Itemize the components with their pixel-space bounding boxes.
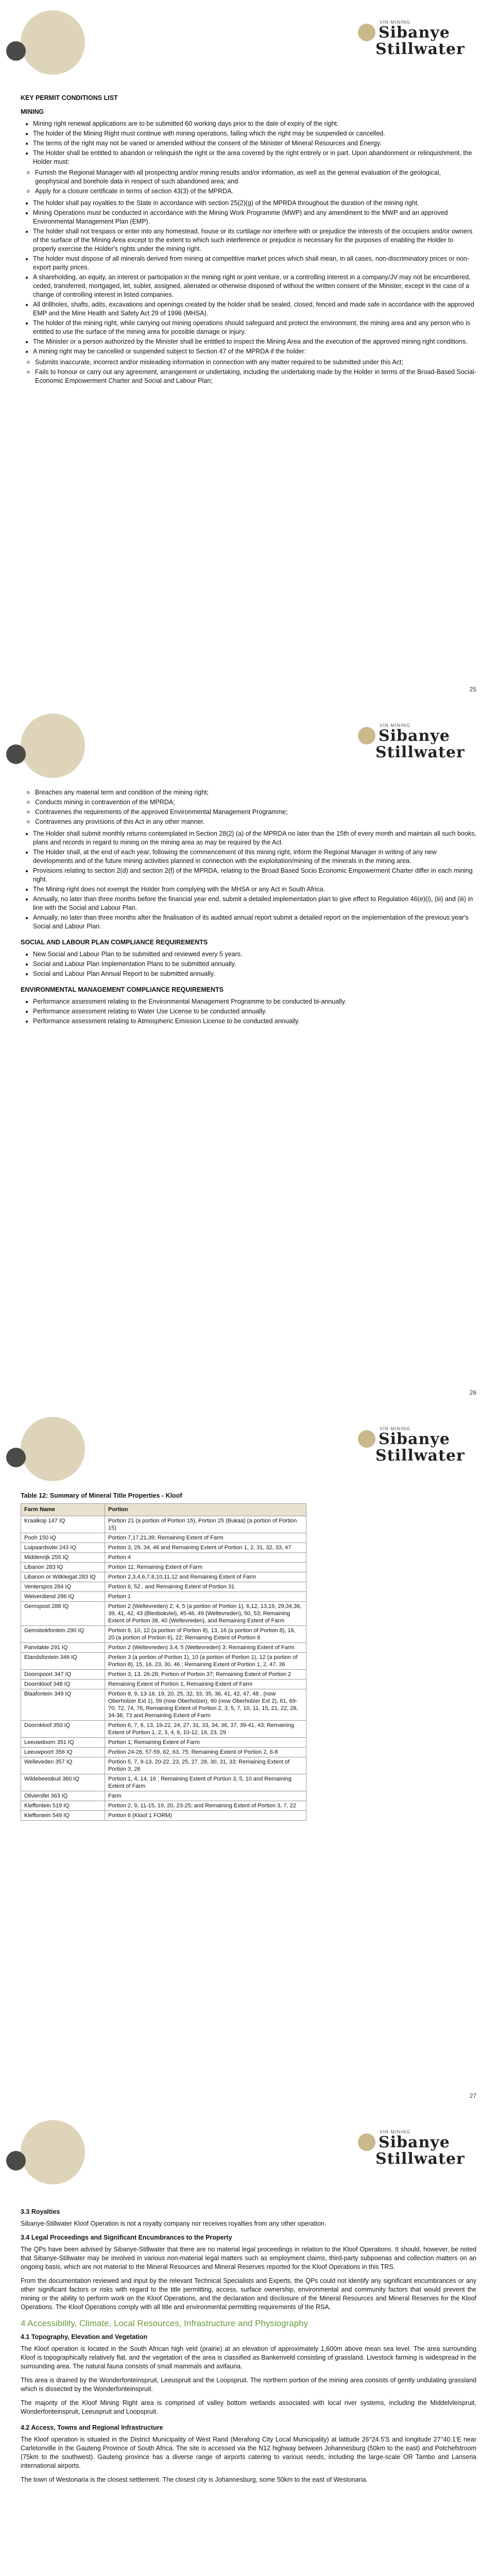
portion-cell: Portion 6, 7, 8, 13, 19-22, 24, 27, 31, 33, 34, 36, 37, 39-41, 43; Remaining Extent of Portion 1, 2, 3, 4, 6, 10-12, 16, 23, 29 bbox=[105, 1721, 306, 1738]
list-item: • Social and Labour Plan Annual Report to be submitted annually. bbox=[33, 970, 476, 978]
portion-cell: Portion 2, 9, 11-15, 19, 20, 23-25; and Remaining Extent of Portion 3, 7, 22 bbox=[105, 1801, 306, 1811]
list-item: • The holder of the Mining Right must continue with mining operations, failing which the right may be suspended or cancelled. bbox=[33, 129, 476, 138]
page-28 bbox=[0, 2110, 497, 2576]
column-header: Farm Name bbox=[21, 1504, 105, 1516]
logo-line2: Stillwater bbox=[375, 2150, 465, 2168]
list-item: • Performance assessment relating to the Environmental Management Programme to be conducted bi-annually. bbox=[33, 997, 476, 1006]
sub-list bbox=[21, 168, 476, 196]
farm-name-cell: Oliviersfei 363 IQ bbox=[21, 1791, 105, 1801]
page-25 bbox=[0, 0, 497, 703]
page-27 bbox=[0, 1406, 497, 2110]
list-item: o Furnish the Regional Manager with all prospecting and/or mining results and/or information, as well as the general evaluation of the geological, geophysical and borehole data in respect of such abandoned area; and bbox=[35, 168, 476, 186]
table-row bbox=[21, 1653, 306, 1670]
farm-name-cell: Doornkloof 350 IQ bbox=[21, 1721, 105, 1738]
logo-line1: Sibanye bbox=[379, 2133, 450, 2151]
table-row bbox=[21, 1553, 306, 1563]
farm-name-cell: Doornkloof 348 IQ bbox=[21, 1680, 105, 1689]
page-body bbox=[21, 788, 476, 1027]
logo-mark-icon bbox=[358, 727, 375, 744]
decor-circle-small bbox=[6, 41, 26, 61]
bullet-list bbox=[21, 120, 476, 166]
page-number: 27 bbox=[469, 2092, 476, 2099]
table-row bbox=[21, 1738, 306, 1748]
farm-name-cell: Wildebeestkuil 360 IQ bbox=[21, 1774, 105, 1791]
list-item: • New Social and Labour Plan to be submitted and reviewed every 5 years. bbox=[33, 950, 476, 959]
table-row bbox=[21, 1748, 306, 1757]
farm-name-cell: Kleffontein 519 IQ bbox=[21, 1801, 105, 1811]
decor-circle-large bbox=[21, 714, 85, 778]
bullet-list bbox=[21, 829, 476, 931]
farm-name-cell: Blaafontein 349 IQ bbox=[21, 1689, 105, 1721]
sub-list bbox=[21, 358, 476, 385]
decor-circle-large bbox=[21, 2120, 85, 2184]
list-item: • The Minister or a person authorized by the Minister shall be entitled to inspect the Mining Area and the execution of the approved mining right conditions. bbox=[33, 337, 476, 346]
portion-cell: Portion 6 (Kloof 1 FORM) bbox=[105, 1811, 306, 1821]
logo-line1: Sibanye bbox=[379, 1430, 450, 1448]
mineral-title-table bbox=[21, 1503, 306, 1821]
table-row bbox=[21, 1543, 306, 1553]
paragraph: From the documentation reviewed and input by the relevant Technical Specialists and Experts, the QPs could not identify any significant encumbrances or any other significant factors or risks with regard to the title permitting, access, surface ownership, environmental and community factors that would prevent the mining or the ability to perform work on the Kloof Operations, and the declaration and disclosure of the Mineral Resources and Mineral Reserves for the Kloof Operations. The Kloof Operations comply with all title and environmental permitting requirements of the RSA. bbox=[21, 2277, 476, 2311]
section-heading: 3.4 Legal Proceedings and Significant Encumbrances to the Property bbox=[21, 2234, 232, 2241]
paragraph: Sibanye-Stillwater Kloof Operation is not a royalty company nor receives royalties from any other operation. bbox=[21, 2220, 327, 2227]
farm-name-cell: Welverdiend 286 IQ bbox=[21, 1592, 105, 1602]
list-item: • The holder shall not trespass or enter into any homestead, house or its curtilage nor interfere with or prejudice the interests of the occupiers and/or owners of the surface of the Mining Area except to the extent to which such interference or prejudice is necessary for the purposes of enabling the Holder to properly exercise the Holder's rights under the mining right. bbox=[33, 227, 476, 253]
company-logo bbox=[358, 20, 476, 61]
table-row bbox=[21, 1582, 306, 1592]
table-row bbox=[21, 1572, 306, 1582]
farm-name-cell: Gemspost 288 IQ bbox=[21, 1602, 105, 1626]
logo-tagline: VIN MINING bbox=[380, 1426, 411, 1431]
logo-tagline: VIN MINING bbox=[380, 2129, 411, 2134]
farm-name-cell: Venterspos 284 IQ bbox=[21, 1582, 105, 1592]
company-logo bbox=[358, 723, 476, 764]
table-header-row bbox=[21, 1504, 306, 1516]
table-row bbox=[21, 1563, 306, 1572]
logo-line2: Stillwater bbox=[375, 1447, 465, 1465]
list-item: • Mining Operations must be conducted in accordance with the Mining Work Programme (MWP) and any amendment to the MWP and an approved Environmental Management Plan (EMP). bbox=[33, 209, 476, 226]
page-body bbox=[21, 1492, 476, 1821]
page-number: 25 bbox=[469, 686, 476, 693]
table-row bbox=[21, 1811, 306, 1821]
section-heading: ENVIRONMENTAL MANAGEMENT COMPLIANCE REQUIREMENTS bbox=[21, 986, 224, 993]
section-heading: 3.3 Royalties bbox=[21, 2208, 60, 2215]
table-row bbox=[21, 1626, 306, 1643]
list-item: • Performance assessment relating to Atmospheric Emission License to be conducted annually. bbox=[33, 1017, 476, 1026]
company-logo bbox=[358, 1426, 476, 1467]
list-item: • Provisions relating to section 2(d) and section 2(f) of the MPRDA, relating to the Broad Based Socio Economic Empowerment Charter differ in each mining right. bbox=[33, 867, 476, 884]
farm-name-cell: Welleveden 357 IQ bbox=[21, 1757, 105, 1774]
decor-circle-large bbox=[21, 1417, 85, 1481]
list-item: • Mining right renewal applications are to be submitted 60 working days prior to the date of expiry of the right. bbox=[33, 120, 476, 128]
logo-line2: Stillwater bbox=[375, 40, 465, 58]
list-item: • The holder must dispose of all minerals derived from mining at competitive market prices which shall mean, in all cases, non-discriminatory prices or non-export parity prices. bbox=[33, 255, 476, 272]
list-item: • The Holder shall submit monthly returns contemplated in Section 28(2) (a) of the MPRDA no later than the 15th of every month and maintain all such books, plans and records in regard to mining on the mining area as may be required by the Act. bbox=[33, 829, 476, 847]
logo-mark-icon bbox=[358, 1430, 375, 1448]
portion-cell: Portion 6, 52 , and Remaining Extent of Portion 31 bbox=[105, 1582, 306, 1592]
portion-cell: Portion 2 (Weltevreden) 3,4, 5 (Weltevreden) 3; Remaining Extent of Farm bbox=[105, 1643, 306, 1653]
list-item: • Annually, no later than three months before the financial year end, submit a detailed implementation plan to give effect to Regulation 46(e)(i), (iii) and (iii) in line with the Social and Labour Plan. bbox=[33, 895, 476, 912]
portion-cell: Portion 1; Remaining Extent of Farm bbox=[105, 1738, 306, 1748]
logo-tagline: VIN MINING bbox=[380, 20, 411, 25]
logo-mark-icon bbox=[358, 2133, 375, 2151]
page-body bbox=[21, 94, 476, 387]
list-item: • The terms of the right may not be varied or amended without the consent of the Minister of Mineral Resources and Energy. bbox=[33, 139, 476, 148]
list-item: • Social and Labour Plan Implementation Plans to be submitted annually. bbox=[33, 960, 476, 969]
farm-name-cell: Panvlakte 291 IQ bbox=[21, 1643, 105, 1653]
bullet-list bbox=[21, 997, 476, 1026]
portion-cell: Portion 4 bbox=[105, 1553, 306, 1563]
list-item: o Contravenes any provisions of this Act in any other manner. bbox=[35, 818, 476, 826]
list-item: o Fails to honour or carry out any agreement, arrangement or undertaking, including the undertaking made by the Holder in terms of the Broad-Based Social-Economic Empowerment Charter and Social and Labour Plan; bbox=[35, 368, 476, 385]
paragraph: The QPs have been advised by Sibanye-Stillwater that there are no material legal proceedings in relation to the Kloof Operations. It should, however, be noted that Sibanye-Stillwater may be involved in various non-material legal matters such as employment claims, third-party subpoenas and collection matters on an ongoing basis, which are not material to the Mineral Resources and Mineral Reserves reported for the Kloof Operations in this TRS. bbox=[21, 2246, 476, 2270]
section-heading: SOCIAL AND LABOUR PLAN COMPLIANCE REQUIREMENTS bbox=[21, 939, 208, 946]
portion-cell: Portion 21 (a portion of Portion 15), Portion 25 (Bukaa) (a portion of Portion 15) bbox=[105, 1516, 306, 1533]
table-row bbox=[21, 1602, 306, 1626]
farm-name-cell: Middenrijk 255 IQ bbox=[21, 1553, 105, 1563]
list-item: • The Holder shall be entitled to abandon or relinquish the right or the area covered by the right entirely or in part. Upon abandonment or relinquishment, the Holder must: bbox=[33, 149, 476, 166]
chapter-heading: 4 Accessibility, Climate, Local Resources, Infrastructure and Physiography bbox=[21, 2318, 309, 2328]
list-item: o Breaches any material term and condition of the mining right; bbox=[35, 788, 476, 797]
table-caption: Table 12: Summary of Mineral Title Properties - Kloof bbox=[21, 1492, 182, 1499]
list-item: • The holder shall pay royalties to the State in accordance with section 25(2)(g) of the MPRDA throughout the duration of the mining right. bbox=[33, 199, 476, 208]
page-26 bbox=[0, 703, 497, 1406]
logo-line1: Sibanye bbox=[379, 24, 450, 42]
bullet-list bbox=[21, 199, 476, 356]
portion-cell: Portion 11; Remaining Extent of Farm bbox=[105, 1563, 306, 1572]
portion-cell: Portion 1, 4, 14, 16 ; Remaining Extent of Portion 3, 5, 10 and Remaining Extent of Farm bbox=[105, 1774, 306, 1791]
column-header: Portion bbox=[105, 1504, 306, 1516]
table-row bbox=[21, 1533, 306, 1543]
portion-cell: Portion 3, 29, 34, 46 and Remaining Extent of Portion 1, 2, 31, 32, 33, 47 bbox=[105, 1543, 306, 1553]
logo-mark-icon bbox=[358, 24, 375, 41]
decor-circle-small bbox=[6, 744, 26, 764]
paragraph: The Kloof operation is situated in the District Municipality of West Rand (Merafong City Local Municipality) at latitude 26°24.5'S and longitude 27°40.1'E near Carletonville in the Gauteng Province of South Africa. The site is accessed via the N12 highway between Johannesburg (50km to the east) and Potchefstroom (75km to the southwest). Gauteng province has a diverse range of airports catering to various needs, including the large-scale OR Tambo and Lanseria international airports. bbox=[21, 2436, 476, 2469]
company-logo bbox=[358, 2129, 476, 2171]
farm-name-cell: Leeuwpoort 356 IQ bbox=[21, 1748, 105, 1757]
portion-cell: Remaining Extent of Portion 1, Remaining Extent of Farm bbox=[105, 1680, 306, 1689]
portion-cell: Portion 2,3,4,6,7,8,10,11,12 and Remaining Extent of Farm bbox=[105, 1572, 306, 1582]
portion-cell: Portion 1 bbox=[105, 1592, 306, 1602]
list-item: • Annually, no later than three months after the finalisation of its audited annual report submit a detailed report on the implementation of the previous year's Social and Labour Plan. bbox=[33, 913, 476, 931]
decor-circle-small bbox=[6, 1448, 26, 1467]
sub-list bbox=[21, 788, 476, 826]
page-body bbox=[21, 2208, 476, 2489]
farm-name-cell: Luipaardsvlei 243 IQ bbox=[21, 1543, 105, 1553]
farm-name-cell: Kleffontein 549 IQ bbox=[21, 1811, 105, 1821]
list-item: • Performance assessment relating to Water Use License to be conducted annually. bbox=[33, 1007, 476, 1016]
table-body bbox=[21, 1516, 306, 1821]
logo-tagline: VIN MINING bbox=[380, 723, 411, 728]
logo-line1: Sibanye bbox=[379, 727, 450, 745]
table-row bbox=[21, 1680, 306, 1689]
section-heading: 4.2 Access, Towns and Regional Infrastructure bbox=[21, 2424, 163, 2431]
portion-cell: Farm bbox=[105, 1791, 306, 1801]
list-item: o Conducts mining in contravention of the MPRDA; bbox=[35, 798, 476, 807]
list-item: • The Mining right does not exempt the Holder from complying with the MHSA or any Act in South Africa. bbox=[33, 885, 476, 894]
portion-cell: Portion 3 (a portion of Portion 1), 10 (a portion of Portion 1), 12 (a portion of Portion 8), 15, 16, 23, 30, 46 ; Remaining Extent of Portion 1, 2, 47, 36 bbox=[105, 1653, 306, 1670]
farm-name-cell: Pooh 150 IQ bbox=[21, 1533, 105, 1543]
table-row bbox=[21, 1774, 306, 1791]
section-heading: KEY PERMIT CONDITIONS LIST bbox=[21, 94, 118, 101]
table-row bbox=[21, 1592, 306, 1602]
list-item: • All drillholes, shafts, adits, excavations and openings created by the holder shall be sealed, closed, fenced and made safe in accordance with the approved EMP and the Mine Health and Safety Act 29 of 1996 (MHSA). bbox=[33, 300, 476, 318]
portion-cell: Portion 2 (Weltevreden) 2; 4, 5 (a portion of Portion 1), 6,12, 13,19, 29,34,36, 39, 41, 42, 43 (Blesbokvlei), 45-46, 49 (Weltevreden), 50, 53; Remaining Extent of Portion 38, 40 (Weltevreden), and Remaining Extent of Farm bbox=[105, 1602, 306, 1626]
decor-circle-small bbox=[6, 2151, 26, 2171]
farm-name-cell: Libanon 283 IQ bbox=[21, 1563, 105, 1572]
farm-name-cell: Kraalkop 147 IQ bbox=[21, 1516, 105, 1533]
portion-cell: Portion 6, 10, 12 (a portion of Portion 8), 13, 16 (a portion of Portion 8), 16, 20 (a portion of Portion 6), 22; Remaining Extent of Portion 8 bbox=[105, 1626, 306, 1643]
list-item: • A mining right may be cancelled or suspended subject to Section 47 of the MPRDA if the holder: bbox=[33, 347, 476, 356]
farm-name-cell: Doornpoort 347 IQ bbox=[21, 1670, 105, 1680]
table-row bbox=[21, 1721, 306, 1738]
paragraph: The majority of the Kloof Mining Right area is comprised of valley bottom wetlands associated with local river systems, including the Middelvleispruit, Wonderfonteinspruit, Leeuspruit and Loopspruit. bbox=[21, 2399, 476, 2415]
bullet-list bbox=[21, 950, 476, 978]
sub-heading: MINING bbox=[21, 108, 44, 115]
table-row bbox=[21, 1516, 306, 1533]
list-item: • The holder of the mining right, while carrying out mining operations should safeguard and protect the environment, the mining area and any person who is entitled to use the surface of the mining area for possible damage or injury. bbox=[33, 319, 476, 336]
list-item: o Submits inaccurate, incorrect and/or misleading information in connection with any matter required to be submitted under this Act; bbox=[35, 358, 476, 367]
list-item: o Apply for a closure certificate in terms of section 43(3) of the MPRDA. bbox=[35, 187, 476, 196]
farm-name-cell: Elandsfontein 346 IQ bbox=[21, 1653, 105, 1670]
table-row bbox=[21, 1670, 306, 1680]
list-item: • A shareholding, an equity, an interest or participation in the mining right or joint venture, or a controlling interest in a company/JV may not be encumbered, ceded, transferred, mortgaged, let, sublet, assigned, alienated or otherwise disposed of without the written consent of the Minister, except in the case of a change of controlling interest in listed companies. bbox=[33, 273, 476, 299]
farm-name-cell: Gemsbokfontein 290 IQ bbox=[21, 1626, 105, 1643]
portion-cell: Portion 5, 7, 9-13, 20-22, 23, 25, 27, 28, 30, 31, 33; Remaining Extent of Portion 3, 26 bbox=[105, 1757, 306, 1774]
table-row bbox=[21, 1643, 306, 1653]
table-row bbox=[21, 1791, 306, 1801]
logo-line2: Stillwater bbox=[375, 743, 465, 761]
page-number: 26 bbox=[469, 1389, 476, 1396]
decor-circle-large bbox=[21, 10, 85, 75]
paragraph: This area is drained by the Wonderfonteinspruit, Leeuspruit and the Loopspruit. The northern portion of the mining area consists of gently undulating grassland which is dissected by the Wonderfonteinspruit. bbox=[21, 2377, 476, 2393]
table-row bbox=[21, 1689, 306, 1721]
farm-name-cell: Libanon or Witkleigat 283 IQ bbox=[21, 1572, 105, 1582]
portion-cell: Portion 3, 13, 26-28; Portion of Portion 37; Remaining Extent of Portion 2 bbox=[105, 1670, 306, 1680]
paragraph: The Kloof operation is located in the South African high veld (prairie) at an elevation of approximately 1,600m above mean sea level. The area surrounding Kloof is topographically relatively flat, and the vegetation of the area is classified as Bankenveld consisting of grassland. Livestock farming is widespread in the surrounding area. The natural fauna consists of small mammals and avifauna. bbox=[21, 2345, 476, 2370]
portion-cell: Portion 7,17,21,39; Remaining Extent of Farm bbox=[105, 1533, 306, 1543]
portion-cell: Portion 8, 9, 13-16, 19, 20, 25, 32, 33, 35, 36, 41, 42, 47, 48 , (now Oberholzer Ext 1), 59 (now Oberholzer), 60 (now Oberholzer Ext 2), 61, 69-70, 72, 74, 76, Remaining Extent of Portion 2, 3, 5, 7, 10, 11, 15, 21, 22, 28, 34-38, 73 and Remaining Extent of Farm bbox=[105, 1689, 306, 1721]
section-heading: 4.1 Topography, Elevation and Vegetation bbox=[21, 2333, 148, 2341]
farm-name-cell: Leeuwdoorn 351 IQ bbox=[21, 1738, 105, 1748]
portion-cell: Portion 24-26, 57-59, 62, 63, 75; Remaining Extent of Portion 2, 6-8 bbox=[105, 1748, 306, 1757]
list-item: o Contravenes the requirements of the approved Environmental Management Programme; bbox=[35, 808, 476, 817]
table-row bbox=[21, 1757, 306, 1774]
list-item: • The Holder shall, at the end of each year, following the commencement of this mining right, inform the Regional Manager in writing of any new developments and of the future mining activities planned in connection with the exploitation/mining of the minerals in the mining area. bbox=[33, 848, 476, 866]
table-row bbox=[21, 1801, 306, 1811]
paragraph: The town of Westonaria is the closest settlement. The closest city is Johannesburg, some 50km to the east of Westonaria. bbox=[21, 2476, 368, 2483]
